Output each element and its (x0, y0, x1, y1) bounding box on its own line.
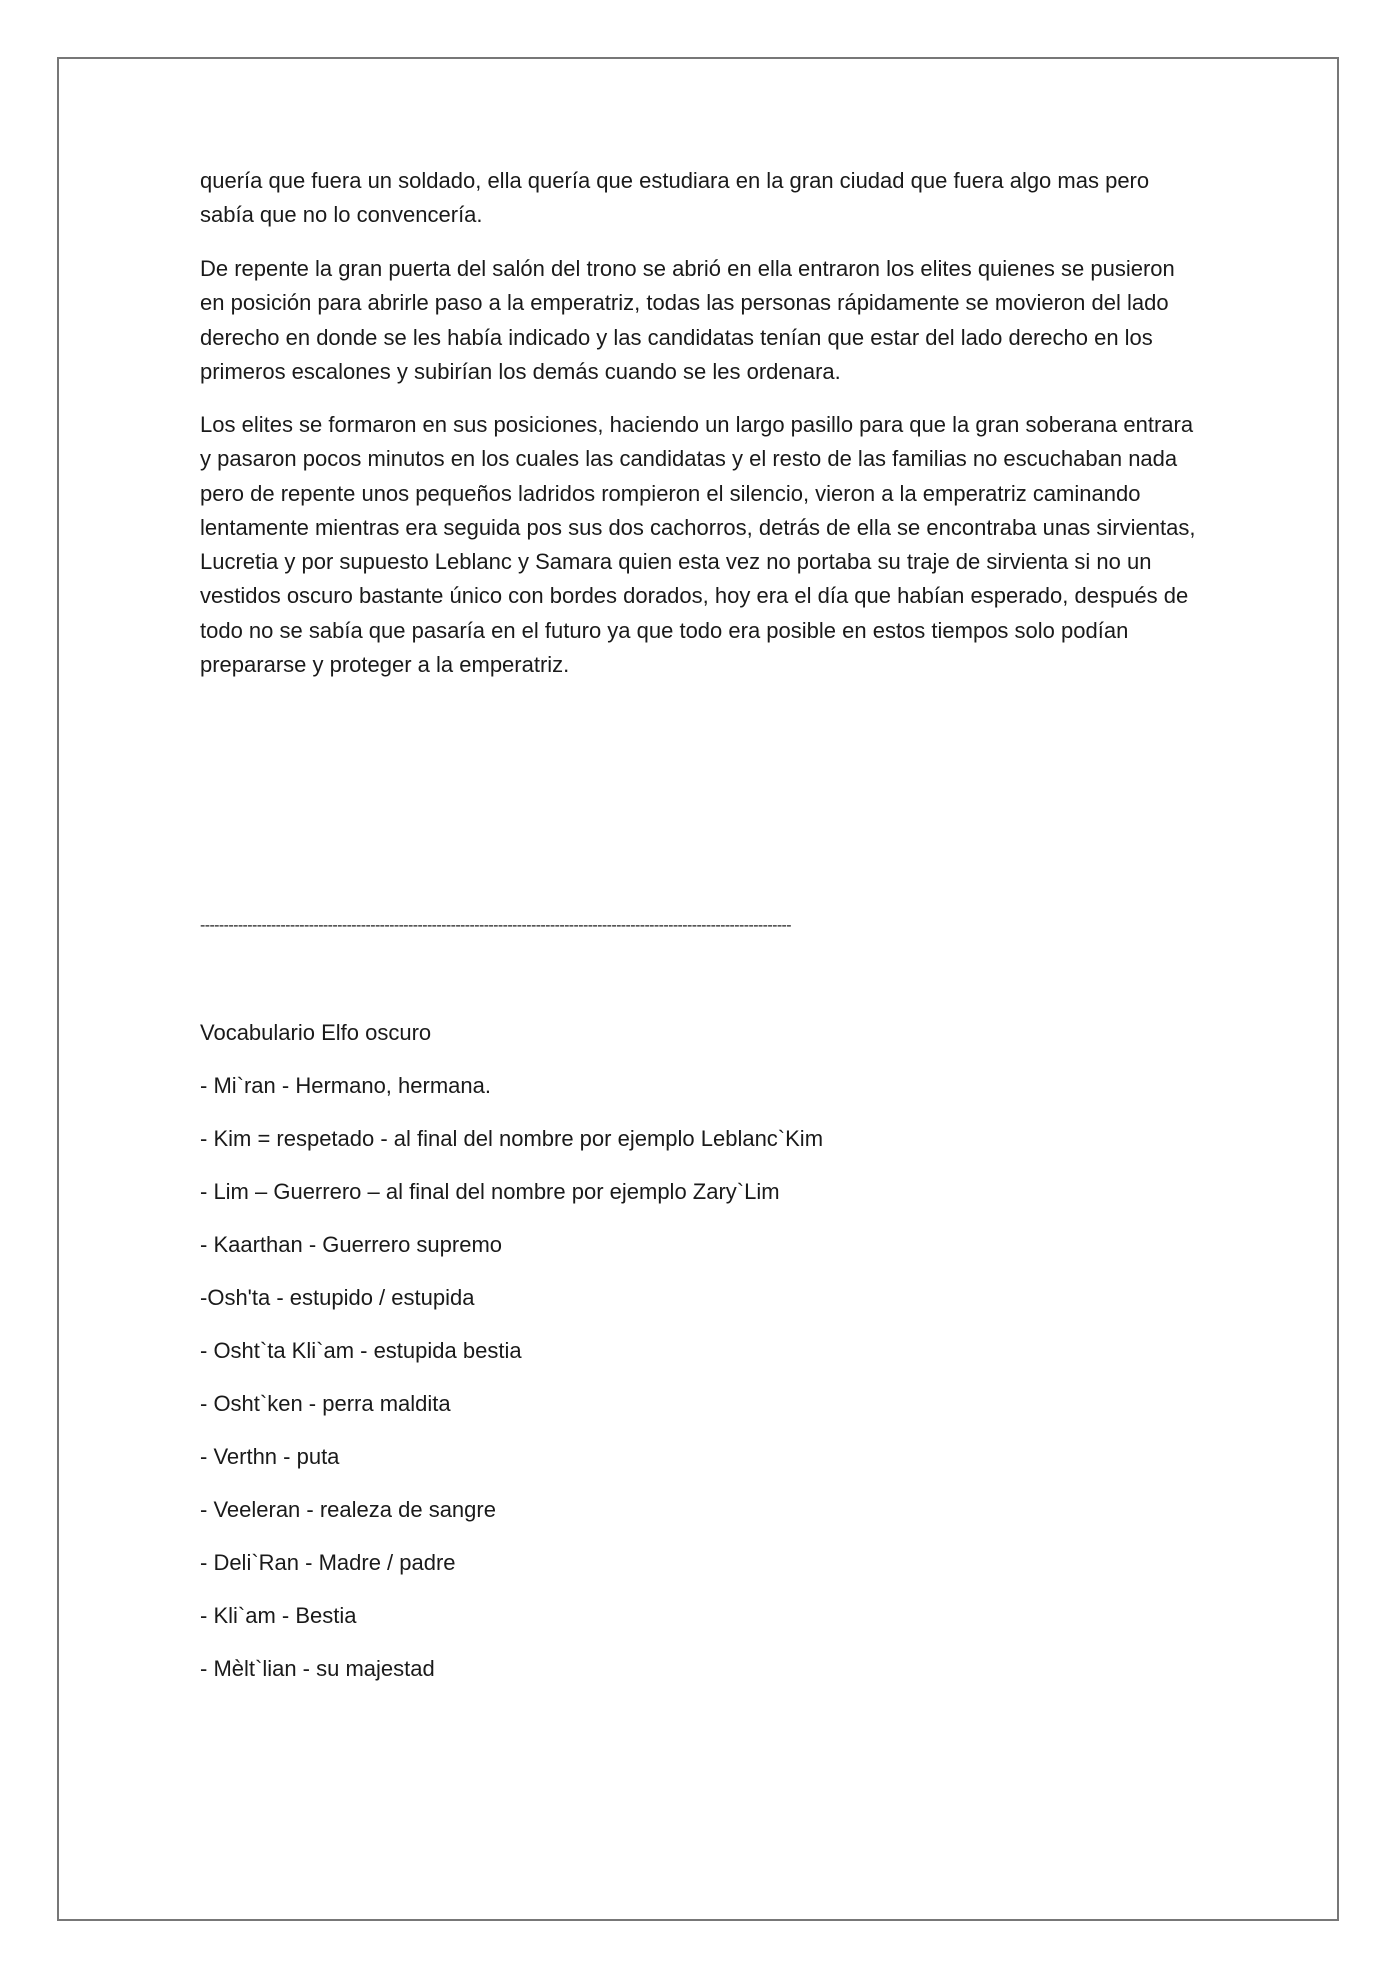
vocabulary-item: - Osht`ta Kli`am - estupida bestia (200, 1338, 522, 1363)
vocabulary-item: - Mèlt`lian - su majestad (200, 1656, 435, 1681)
vocabulary-item: - Veeleran - realeza de sangre (200, 1497, 496, 1522)
vocabulary-item: -Osh'ta - estupido / estupida (200, 1285, 475, 1310)
vocabulary-item: - Lim – Guerrero – al final del nombre por ejemplo Zary`Lim (200, 1179, 780, 1204)
vocabulary-item: - Osht`ken - perra maldita (200, 1391, 451, 1416)
vocabulary-title: Vocabulario Elfo oscuro (200, 1020, 432, 1045)
paragraph-3: Los elites se formaron en sus posiciones, haciendo un largo pasillo para que la gran soberana entrara y pasaron pocos minutos en los cuales las candidatas y el resto de las familias no escuchaban nada pero de repente unos pequeños ladridos rompieron el silencio, vieron a la emperatriz caminando lentamente mientras era seguida pos sus dos cachorros, detrás de ella se encontraba unas sirvientas, Lucretia y por supuesto Leblanc y Samara quien esta vez no portaba su traje de sirvienta si no un vestidos oscuro bastante único con bordes dorados, hoy era el día que habían esperado, después de todo no se sabía que pasaría en el futuro ya que todo era posible en estos tiempos solo podían prepararse y proteger a la emperatriz. (200, 412, 1196, 678)
vocabulary-item: - Kli`am - Bestia (200, 1603, 357, 1628)
section-separator: ----------------------------------------------------------------------------------------------------------------------------- (200, 917, 792, 934)
paragraph-2: De repente la gran puerta del salón del trono se abrió en ella entraron los elites quienes se pusieron en posición para abrirle paso a la emperatriz, todas las personas rápidamente se movieron del lado derecho en donde se les había indicado y las candidatas tenían que estar del lado derecho en los primeros escalones y subirían los demás cuando se les ordenara. (200, 256, 1175, 384)
vocabulary-list (200, 1071, 823, 1707)
vocabulary-item: - Mi`ran - Hermano, hermana. (200, 1073, 491, 1098)
vocabulary-item: - Kim = respetado - al final del nombre por ejemplo Leblanc`Kim (200, 1126, 824, 1151)
vocabulary-item: - Deli`Ran - Madre / padre (200, 1550, 456, 1575)
vocabulary-item: - Kaarthan - Guerrero supremo (200, 1232, 503, 1257)
vocabulary-item: - Verthn - puta (200, 1444, 340, 1469)
paragraph-1: quería que fuera un soldado, ella quería que estudiara en la gran ciudad que fuera algo mas pero sabía que no lo convencería. (200, 168, 1150, 228)
